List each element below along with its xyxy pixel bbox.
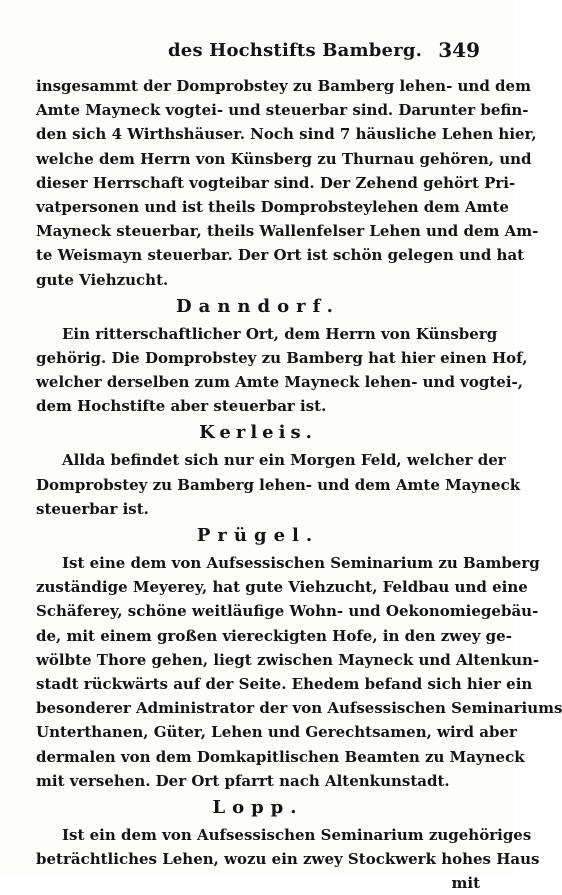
- section-heading: Prügel.: [196, 525, 320, 546]
- text-line: vatpersonen und ist theils Domprobsteylehen dem Amte: [36, 197, 509, 216]
- text-line: Amte Mayneck vogtei- und steuerbar sind. Darunter befin-: [36, 101, 529, 120]
- section-lopp: [36, 793, 540, 871]
- text-line: Unterthanen, Güter, Lehen und Gerechtsamen, wird aber: [36, 723, 517, 742]
- section-heading: Kerleis.: [199, 422, 317, 444]
- text-line: welcher derselben zum Amte Mayneck lehen- und vogtei-,: [36, 373, 523, 392]
- text-line: beträchtliches Lehen, wozu ein zwey Stockwerk hohes Haus: [36, 850, 540, 869]
- running-title: des Hochstifts Bamberg.: [168, 40, 423, 61]
- text-line: Schäferey, schöne weitläufige Wohn- und Oekonomiegebäu-: [36, 602, 539, 621]
- text-line: wölbte Thore gehen, liegt zwischen Mayneck und Altenkun-: [36, 650, 540, 669]
- section-heading: Danndorf.: [176, 295, 340, 317]
- text-line: stadt rückwärts auf der Seite. Ehedem befand sich hier ein: [36, 674, 533, 693]
- text-line: Mayneck steuerbar, theils Wallenfelser Lehen und dem Am-: [36, 222, 539, 241]
- text-line: dem Hochstifte aber steuerbar ist.: [36, 397, 327, 416]
- text-line: besonderer Administrator der von Aufsessischen Seminariums: [36, 699, 562, 718]
- catchword: mit: [451, 874, 480, 893]
- section-kerleis: [36, 418, 521, 521]
- text-line: mit versehen. Der Ort pfarrt nach Altenkunstadt.: [36, 771, 450, 790]
- text-line: zuständige Meyerey, hat gute Viehzucht, Feldbau und eine: [36, 578, 528, 597]
- running-head: [0, 36, 514, 68]
- section-pruegel: [36, 521, 562, 793]
- section-heading: Lopp.: [212, 796, 304, 818]
- text-line: welche dem Herrn von Künsberg zu Thurnau gehören, und: [36, 149, 532, 168]
- text-line: de, mit einem großen viereckigten Hofe, in den zwey ge-: [36, 626, 512, 645]
- continued-paragraph: [36, 74, 539, 292]
- text-line: den sich 4 Wirthshäuser. Noch sind 7 häusliche Lehen hier,: [36, 125, 537, 144]
- text-line: Ein ritterschaftlicher Ort, dem Herrn von Künsberg: [62, 324, 498, 343]
- text-line: gute Viehzucht.: [36, 270, 169, 289]
- text-block: [36, 74, 562, 895]
- text-line: insgesammt der Domprobstey zu Bamberg lehen- und dem: [36, 77, 531, 95]
- text-line: gehörig. Die Domprobstey zu Bamberg hat hier einen Hof,: [36, 348, 528, 367]
- text-line: dermalen von dem Domkapitlischen Beamten zu Mayneck: [36, 747, 525, 766]
- text-line: Allda befindet sich nur ein Morgen Feld, welcher der: [62, 451, 506, 470]
- text-line: te Weismayn steuerbar. Der Ort ist schön gelegen und hat: [36, 246, 525, 265]
- section-danndorf: [36, 292, 528, 419]
- text-line: Ist eine dem von Aufsessischen Seminarium zu Bamberg: [62, 554, 540, 572]
- text-line: dieser Herrschaft vogteibar sind. Der Zehend gehört Pri-: [36, 173, 516, 192]
- page-number: 349: [438, 38, 480, 62]
- text-line: Domprobstey zu Bamberg lehen- und dem Amte Mayneck: [36, 475, 521, 494]
- text-line: steuerbar ist.: [36, 499, 149, 518]
- text-line: Ist ein dem von Aufsessischen Seminarium zugehöriges: [62, 825, 532, 844]
